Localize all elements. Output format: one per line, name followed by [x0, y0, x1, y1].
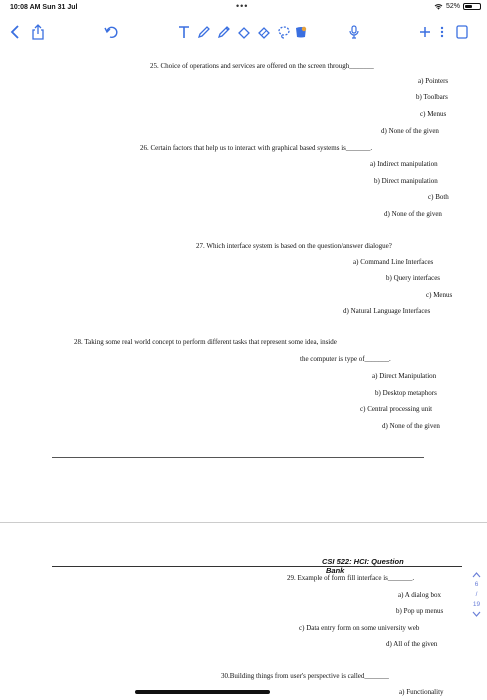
status-bar — [0, 0, 487, 16]
add-icon[interactable] — [418, 22, 432, 42]
q25-option-a: a) Pointers — [418, 77, 449, 85]
page-header-title: CSI 522: HCI: Question — [322, 557, 404, 566]
q29-option-a: a) A dialog box — [398, 591, 441, 599]
pen-icon[interactable] — [196, 22, 212, 42]
multitask-dots-icon[interactable]: ••• — [236, 1, 249, 11]
q28-option-d: d) None of the given — [382, 422, 440, 430]
question-25: 25. Choice of operations and services are offered on the screen through_______ — [150, 62, 374, 70]
page-icon[interactable] — [454, 22, 470, 42]
q25-option-d: d) None of the given — [381, 127, 439, 135]
battery-fill — [465, 5, 472, 8]
question-29: 29. Example of form fill interface is_______. — [287, 574, 415, 582]
question-27: 27. Which interface system is based on the question/answer dialogue? — [196, 242, 392, 250]
highlighter-icon[interactable] — [236, 22, 252, 42]
q28-option-a: a) Direct Manipulation — [372, 372, 437, 380]
page-header-subtitle: Bank — [326, 566, 345, 575]
share-icon[interactable] — [30, 22, 46, 42]
q30-option-a: a) Functionality — [399, 688, 444, 696]
page-total: 19 — [472, 601, 481, 608]
question-26: 26. Certain factors that help us to interact with graphical based systems is_______. — [140, 144, 373, 152]
more-icon[interactable] — [436, 22, 448, 42]
q27-option-c: c) Menus — [426, 291, 453, 299]
pencil-icon[interactable] — [216, 22, 232, 42]
question-28-continuation: the computer is type of_______. — [300, 355, 391, 363]
q27-option-a: a) Command Line Interfaces — [353, 258, 434, 266]
q27-option-b: b) Query interfaces — [386, 274, 441, 282]
q28-option-b: b) Desktop metaphors — [375, 389, 437, 397]
text-tool-icon[interactable] — [176, 22, 192, 42]
wifi-icon — [434, 3, 443, 10]
section-divider — [52, 457, 424, 458]
q28-option-c: c) Central processing unit — [360, 405, 433, 413]
status-time: 10:08 AM Sun 31 Jul — [10, 4, 78, 11]
q26-option-d: d) None of the given — [384, 210, 442, 218]
question-28: 28. Taking some real world concept to perform different tasks that represent some idea, inside — [74, 338, 337, 346]
home-indicator[interactable] — [135, 690, 270, 694]
back-chevron-icon[interactable] — [8, 22, 22, 42]
page-separator: / — [475, 591, 478, 598]
status-right — [434, 3, 481, 10]
page-navigator[interactable] — [472, 572, 481, 617]
battery-percent: 52% — [445, 3, 460, 10]
undo-icon[interactable] — [103, 22, 119, 42]
page-break — [0, 522, 487, 523]
sticker-icon[interactable] — [293, 22, 309, 42]
q29-option-d: d) All of the given — [386, 640, 438, 648]
header-rule — [52, 566, 462, 567]
q29-option-b: b) Pop up menus — [396, 607, 444, 615]
eraser-icon[interactable] — [256, 22, 272, 42]
q26-option-b: b) Direct manipulation — [374, 177, 438, 185]
q25-option-c: c) Menus — [420, 110, 447, 118]
page-down-icon[interactable] — [472, 611, 481, 617]
question-30: 30.Building things from user's perspective is called_______ — [221, 672, 389, 680]
microphone-icon[interactable] — [347, 22, 361, 42]
page-current: 6 — [474, 581, 479, 588]
q26-option-c: c) Both — [428, 193, 449, 201]
battery-icon — [463, 3, 481, 10]
q25-option-b: b) Toolbars — [416, 93, 448, 101]
q27-option-d: d) Natural Language Interfaces — [343, 307, 431, 315]
page-up-icon[interactable] — [472, 572, 481, 578]
q26-option-a: a) Indirect manipulation — [370, 160, 438, 168]
toolbar — [0, 16, 487, 48]
q29-option-c: c) Data entry form on some university web — [299, 624, 420, 632]
lasso-icon[interactable] — [276, 22, 292, 42]
